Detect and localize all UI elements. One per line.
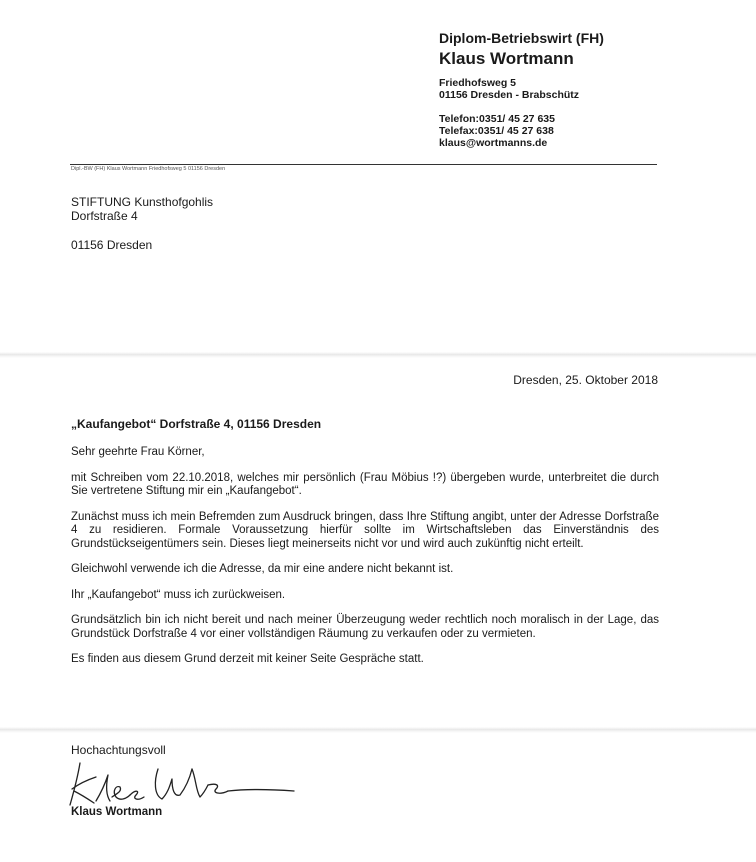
sender-phone: Telefon:0351/ 45 27 635 xyxy=(439,113,555,125)
paper-fold xyxy=(0,352,756,358)
body-paragraph: Grundsätzlich bin ich nicht bereit und nach meiner Überzeugung weder rechtlich noch moralisch in der Lage, das Grundstück Dorfstraße 4 vor einer vollständigen Räumung zu verkaufen oder zu vermieten. xyxy=(71,614,659,640)
sender-city: 01156 Dresden - Brabschütz xyxy=(439,89,580,101)
sender-address xyxy=(439,77,739,101)
recipient-address xyxy=(71,195,213,252)
recipient-city: 01156 Dresden xyxy=(71,238,153,252)
header-divider xyxy=(70,164,657,165)
recipient-street: Dorfstraße 4 xyxy=(71,209,138,223)
return-address-line: Dipl.-BW (FH) Klaus Wortmann Friedhofsweg 5 01156 Dresden xyxy=(71,166,226,172)
letter-body xyxy=(71,446,659,679)
signer-name: Klaus Wortmann xyxy=(71,806,163,818)
body-paragraph: Gleichwohl verwende ich die Adresse, da mir eine andere nicht bekannt ist. xyxy=(71,563,454,575)
salutation: Sehr geehrte Frau Körner, xyxy=(71,446,205,458)
body-paragraph: mit Schreiben vom 22.10.2018, welches mir persönlich (Frau Möbius !?) übergeben wurde, unterbreitet die durch Sie vertretene Stiftung mir ein „Kaufangebot“. xyxy=(71,471,659,497)
sender-street: Friedhofsweg 5 xyxy=(439,77,517,89)
letterhead xyxy=(439,30,739,149)
body-paragraph: Es finden aus diesem Grund derzeit mit keiner Seite Gespräche statt. xyxy=(71,653,424,665)
closing-phrase: Hochachtungsvoll xyxy=(71,743,166,757)
sender-name: Klaus Wortmann xyxy=(439,49,574,68)
sender-contact xyxy=(439,113,739,149)
sender-email: klaus@wortmanns.de xyxy=(439,137,548,149)
handwritten-signature xyxy=(66,755,306,810)
paper-fold xyxy=(0,727,756,733)
body-paragraph: Ihr „Kaufangebot“ muss ich zurückweisen. xyxy=(71,588,286,601)
letter-date: Dresden, 25. Oktober 2018 xyxy=(513,373,658,387)
recipient-name: STIFTUNG Kunsthofgohlis xyxy=(71,195,214,209)
sender-title: Diplom-Betriebswirt (FH) xyxy=(439,30,604,46)
sender-fax: Telefax:0351/ 45 27 638 xyxy=(439,125,554,137)
letter-subject: „Kaufangebot“ Dorfstraße 4, 01156 Dresden xyxy=(71,417,322,431)
body-paragraph: Zunächst muss ich mein Befremden zum Ausdruck bringen, dass Ihre Stiftung angibt, unter der Adresse Dorfstraße 4 zu residieren. Formale Voraussetzung hierfür sollte im Wirtschaftsleben das Einverständnis des Grundstückseigentümers sein. Dieses liegt meinerseits nicht vor und wird auch zukünftig nicht erteilt. xyxy=(71,510,659,550)
